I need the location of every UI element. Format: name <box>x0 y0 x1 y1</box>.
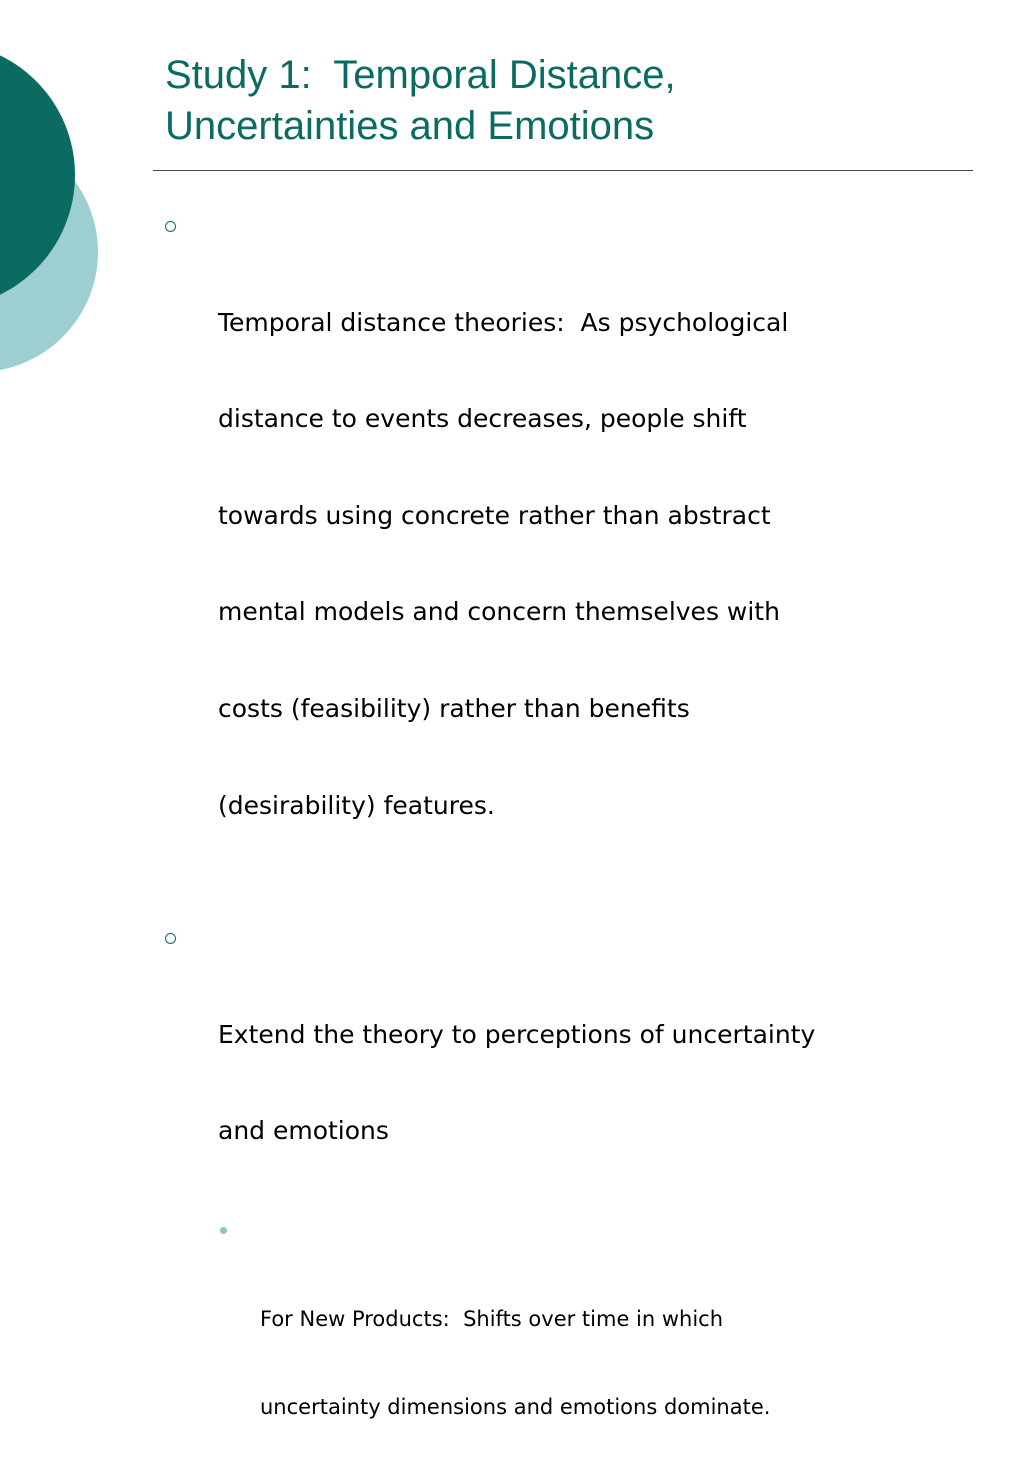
bullet-1-line-1: Temporal distance theories: As psychological <box>218 307 789 337</box>
bullet-temporal-distance-theories <box>160 210 960 886</box>
sub-bullet-line-2: uncertainty dimensions and emotions dominate. <box>260 1395 771 1420</box>
bullet-1-line-5: costs (feasibility) rather than benefits <box>218 694 690 724</box>
bullet-1-line-3: towards using concrete rather than abstract <box>218 500 771 530</box>
sub-bullet-new-products <box>160 1216 960 1482</box>
bullet-1-line-2: distance to events decreases, people shift <box>218 404 747 434</box>
bullet-1-line-4: mental models and concern themselves with <box>218 597 780 627</box>
filled-dot-icon <box>220 1227 227 1234</box>
title-line-1: Study 1: Temporal Distance, <box>165 53 676 97</box>
bullet-1-line-6: (desirability) features. <box>218 790 495 820</box>
bullet-2-line-1: Extend the theory to perceptions of uncertainty <box>218 1019 816 1049</box>
slide-title <box>165 50 985 152</box>
hollow-circle-icon <box>165 221 176 232</box>
sub-bullet-line-1: For New Products: Shifts over time in which <box>260 1306 724 1331</box>
title-line-2: Uncertainties and Emotions <box>165 104 655 148</box>
hollow-circle-icon <box>165 933 176 944</box>
bullet-2-line-2: and emotions <box>218 1116 389 1146</box>
title-divider <box>153 170 973 171</box>
slide-content <box>160 210 960 1482</box>
bullet-extend-theory <box>160 922 960 1212</box>
decorative-circles <box>0 0 110 420</box>
